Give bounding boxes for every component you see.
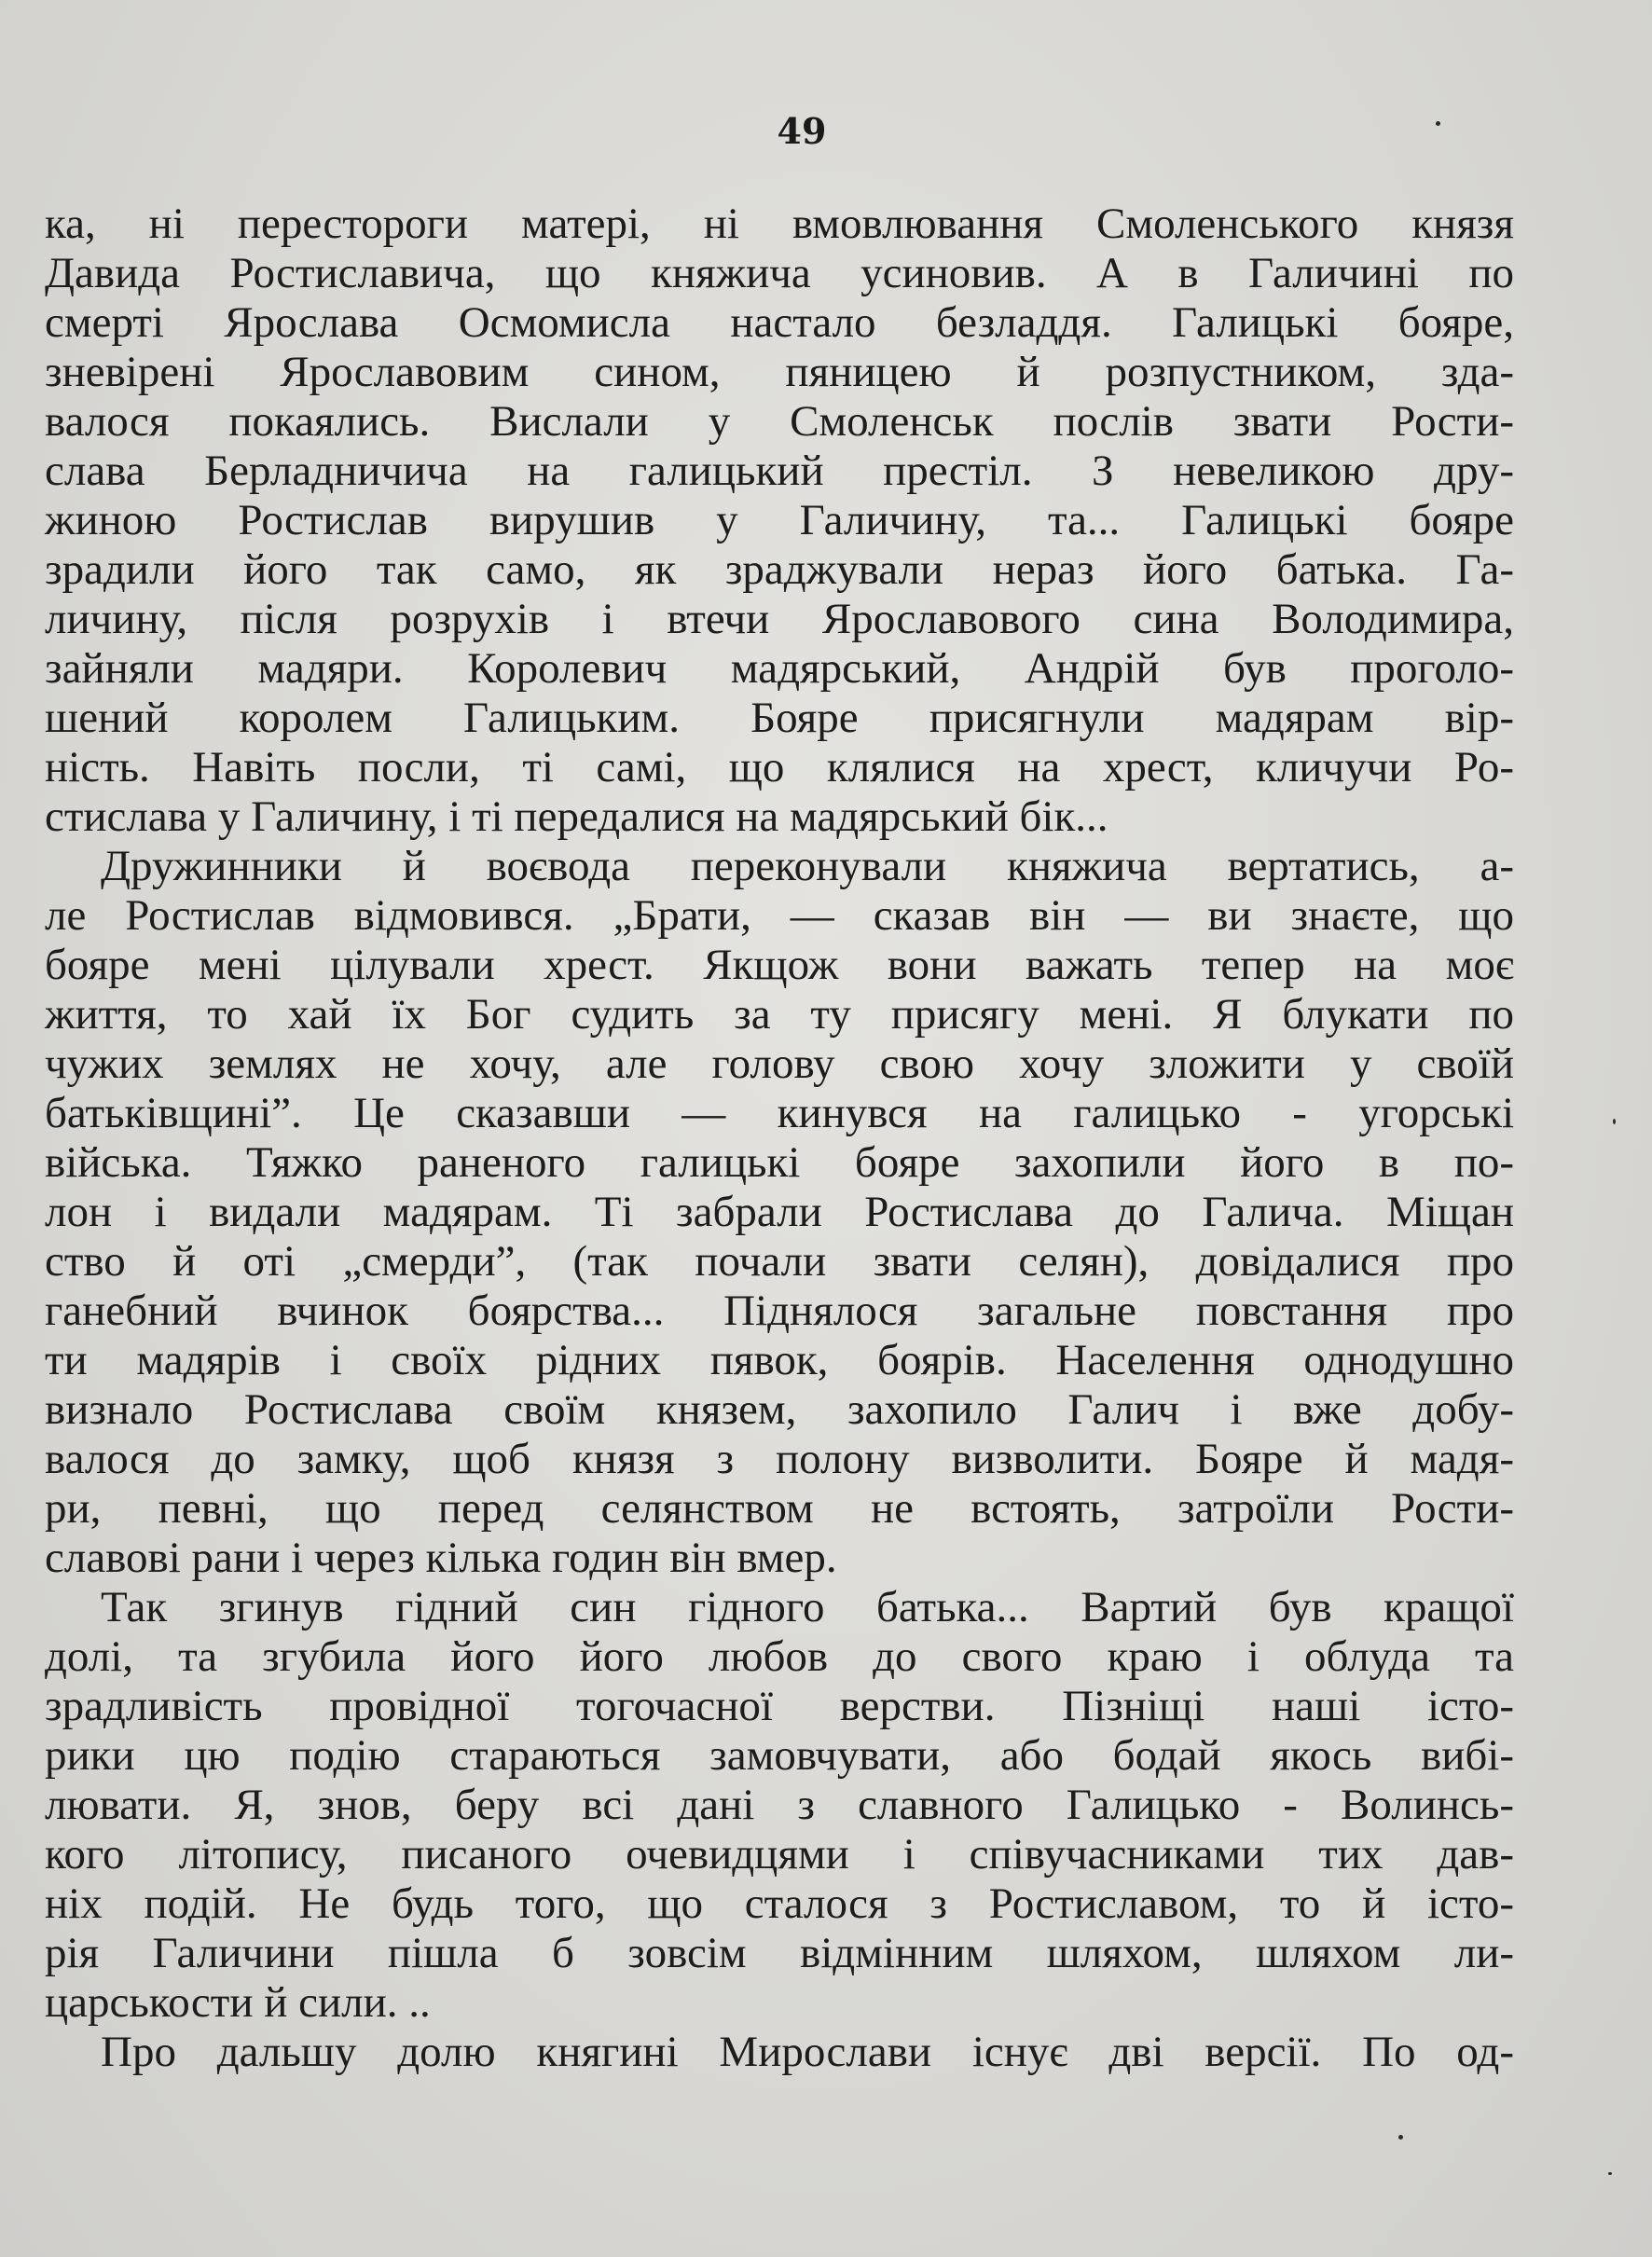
text-line: ти мадярів і своїх рідних пявок, боярів. Населення однодушно xyxy=(45,1336,1514,1384)
text-line: жиною Ростислав вирушив у Галичину, та... Галицькі бояре xyxy=(45,496,1514,544)
text-line: зайняли мадяри. Королевич мадярський, Андрій був проголо- xyxy=(45,644,1514,693)
text-line: Так згинув гідний син гідного батька... Вартий був кращої xyxy=(101,1583,1514,1631)
text-line: ність. Навіть посли, ті самі, що клялися на хрест, кличучи Ро- xyxy=(45,743,1514,791)
text-line: слава Берладничича на галицький престіл. З невеликою дру- xyxy=(45,447,1514,495)
text-line: рики цю подію стараються замовчувати, або бодай якось вибі- xyxy=(45,1731,1514,1780)
text-line: війська. Тяжко раненого галицькі бояре захопили його в по- xyxy=(45,1138,1514,1187)
text-line: зневірені Ярославовим сином, пяницею й розпустником, зда- xyxy=(45,348,1514,396)
text-line: зрадливість провідної тогочасної верстви. Пізніщі наші істо- xyxy=(45,1682,1514,1730)
text-line: чужих землях не хочу, але голову свою хочу зложити у своїй xyxy=(45,1039,1514,1088)
text-line: валося покаялись. Вислали у Смоленськ послів звати Рости- xyxy=(45,397,1514,446)
text-line: бояре мені цілували хрест. Якщож вони важать тепер на моє xyxy=(45,941,1514,989)
text-line: лювати. Я, знов, беру всі дані з славного Галицько - Волинсь- xyxy=(45,1781,1514,1829)
text-line: стислава у Галичину, і ті передалися на мадярський бік... xyxy=(45,792,1108,841)
text-line: визнало Ростислава своїм князем, захопило Галич і вже добу- xyxy=(45,1385,1514,1434)
text-line: ле Ростислав відмовився. „Брати, — сказав він — ви знаєте, що xyxy=(45,891,1514,940)
text-line: кого літопису, писаного очевидцями і співучасниками тих дав- xyxy=(45,1830,1514,1879)
text-line: ка, ні перестороги матері, ні вмовлювання Смоленського князя xyxy=(45,200,1514,248)
text-line: шений королем Галицьким. Бояре присягнули мадярам вір- xyxy=(45,694,1514,742)
page-number: 49 xyxy=(777,110,827,152)
text-line: ніх подій. Не будь того, що сталося з Ростиславом, то й істо- xyxy=(45,1879,1514,1928)
text-line: валося до замку, щоб князя з полону визволити. Бояре й мадя- xyxy=(45,1435,1514,1483)
speck-mark xyxy=(1436,121,1440,126)
text-line: царськости й сили. .. xyxy=(45,1978,431,2027)
text-line: ганебний вчинок боярства... Піднялося загальне повстання про xyxy=(45,1287,1514,1335)
speck-mark xyxy=(1613,1119,1616,1124)
text-line: славові рани і через кілька годин він вмер. xyxy=(45,1534,837,1582)
speck-mark xyxy=(1398,2135,1403,2140)
speck-mark xyxy=(1608,2172,1612,2175)
text-line: смерті Ярослава Осмомисла настало безладдя. Галицькі бояре, xyxy=(45,298,1514,347)
text-line: ство й оті „смерди”, (так почали звати селян), довідалися про xyxy=(45,1237,1514,1286)
text-line: личину, після розрухів і втечи Ярославового сина Володимира, xyxy=(45,595,1514,643)
body-text xyxy=(45,200,1514,2077)
text-line: лон і видали мадярам. Ті забрали Ростислава до Галича. Міщан xyxy=(45,1188,1514,1236)
text-line: долі, та згубила його його любов до свого краю і облуда та xyxy=(45,1632,1514,1681)
text-line: рія Галичини пішла б зовсім відмінним шляхом, шляхом ли- xyxy=(45,1929,1514,1977)
text-line: Про дальшу долю княгині Мирослави існує дві версії. По од- xyxy=(101,2028,1514,2076)
text-line: ри, певні, що перед селянством не встоять, затроїли Рости- xyxy=(45,1484,1514,1533)
text-line: Давида Ростиславича, що княжича усиновив. А в Галичині по xyxy=(45,249,1514,297)
text-line: життя, то хай їх Бог судить за ту присягу мені. Я блукати по xyxy=(45,990,1514,1039)
text-line: батьківщині”. Це сказавши — кинувся на галицько - угорські xyxy=(45,1089,1514,1137)
text-line: зрадили його так само, як зраджували нераз його батька. Га- xyxy=(45,545,1514,594)
text-line: Дружинники й воєвода переконували княжича вертатись, а- xyxy=(101,842,1514,890)
